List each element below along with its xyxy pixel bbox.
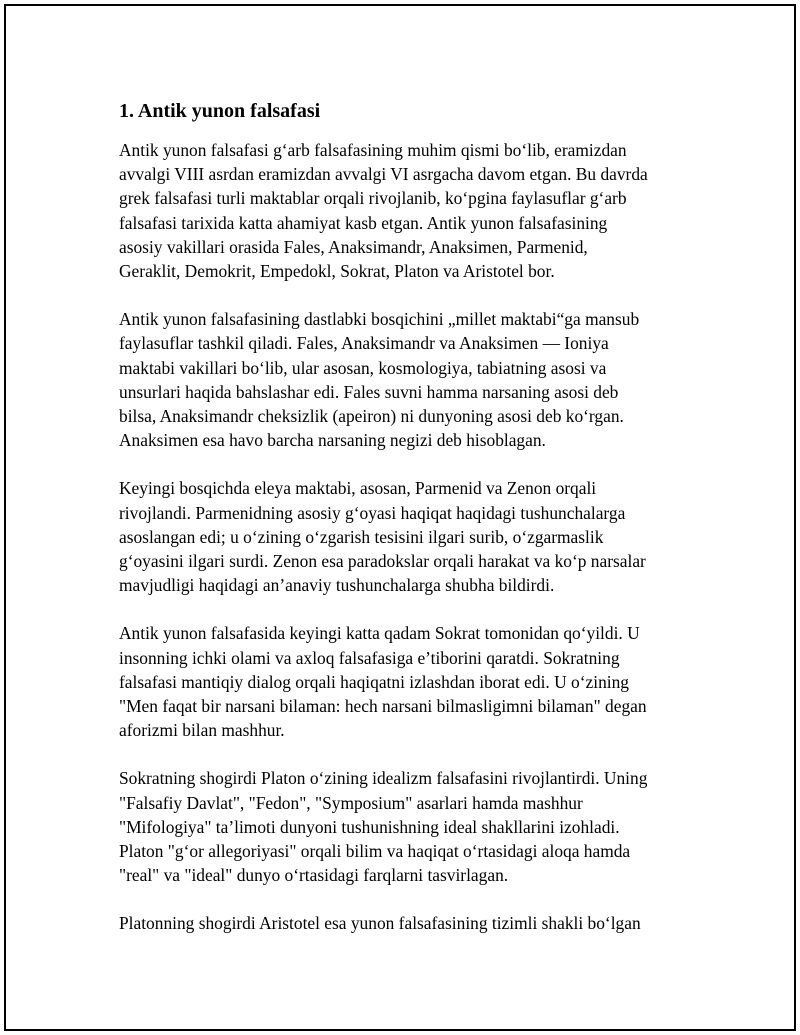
text-line: Antik yunon falsafasida keyingi katta qadam Sokrat tomonidan qo‘yildi. U (119, 623, 640, 644)
paragraph-ionian-school (119, 307, 709, 452)
text-line: bilsa, Anaksimandr cheksizlik (apeiron) ni dunyoning asosi deb ko‘rgan. (119, 406, 624, 427)
text-line: asoslangan edi; u o‘zining o‘zgarish tesisini ilgari surib, o‘zgarmaslik (119, 526, 604, 547)
paragraph-eleatic-school (119, 476, 709, 597)
text-line: Antik yunon falsafasining dastlabki bosqichini „millet maktabi“ga mansub (119, 309, 640, 330)
text-line: maktabi vakillari bo‘lib, ular asosan, kosmologiya, tabiatning asosi va (119, 357, 607, 378)
text-line: faylasuflar tashkil qiladi. Fales, Anaksimandr va Anaksimen — Ioniya (119, 333, 609, 354)
text-line: "Men faqat bir narsani bilaman: hech narsani bilmasligimni bilaman" degan (119, 696, 647, 717)
text-line: g‘oyasini ilgari surdi. Zenon esa paradokslar orqali harakat va ko‘p narsalar (119, 551, 646, 572)
paragraph-plato (119, 766, 709, 887)
text-line: falsafasi mantiqiy dialog orqali haqiqatni izlashdan iborat edi. U o‘zining (119, 671, 629, 692)
paragraph-intro (119, 138, 709, 283)
text-line: "real" va "ideal" dunyo o‘rtasidagi farqlarni tasvirlagan. (119, 865, 509, 886)
text-line: Sokratning shogirdi Platon o‘zining idealizm falsafasini rivojlantirdi. Uning (119, 768, 648, 789)
text-line: grek falsafasi turli maktablar orqali rivojlanib, ko‘pgina faylasuflar g‘arb (119, 188, 627, 209)
section-heading: 1. Antik yunon falsafasi (119, 100, 321, 122)
text-line: aforizmi bilan mashhur. (119, 720, 285, 741)
text-line: insonning ichki olami va axloq falsafasiga e’tiborini qaratdi. Sokratning (119, 647, 620, 668)
text-line: Platon "g‘or allegoriyasi" orqali bilim va haqiqat o‘rtasidagi aloqa hamda (119, 841, 631, 862)
paragraph-socrates (119, 621, 709, 742)
text-line: avvalgi VIII asrdan eramizdan avvalgi VI asrgacha davom etgan. Bu davrda (119, 164, 648, 185)
paragraph-aristotle (119, 911, 709, 935)
text-line: Anaksimen esa havo barcha narsaning negizi deb hisoblagan. (119, 430, 546, 451)
text-line: "Falsafiy Davlat", "Fedon", "Symposium" asarlari hamda mashhur (119, 792, 583, 813)
text-line: Keyingi bosqichda eleya maktabi, asosan, Parmenid va Zenon orqali (119, 478, 597, 499)
document-page (4, 4, 796, 1031)
text-line: "Mifologiya" ta’limoti dunyoni tushunishning ideal shakllarini izohladi. (119, 816, 620, 837)
text-line: rivojlandi. Parmenidning asosiy g‘oyasi haqiqat haqidagi tushunchalarga (119, 502, 626, 523)
text-line: falsafasi tarixida katta ahamiyat kasb etgan. Antik yunon falsafasining (119, 212, 608, 233)
text-line: Platonning shogirdi Aristotel esa yunon falsafasining tizimli shakli bo‘lgan (119, 913, 641, 934)
text-line: mavjudligi haqidagi an’anaviy tushunchalarga shubha bildirdi. (119, 575, 555, 596)
text-line: Geraklit, Demokrit, Empedokl, Sokrat, Platon va Aristotel bor. (119, 261, 555, 282)
document-body (119, 97, 709, 960)
text-line: Antik yunon falsafasi g‘arb falsafasining muhim qismi bo‘lib, eramizdan (119, 140, 627, 160)
text-line: asosiy vakillari orasida Fales, Anaksimandr, Anaksimen, Parmenid, (119, 236, 588, 257)
text-line: unsurlari haqida bahslashar edi. Fales suvni hamma narsaning asosi deb (119, 381, 619, 402)
